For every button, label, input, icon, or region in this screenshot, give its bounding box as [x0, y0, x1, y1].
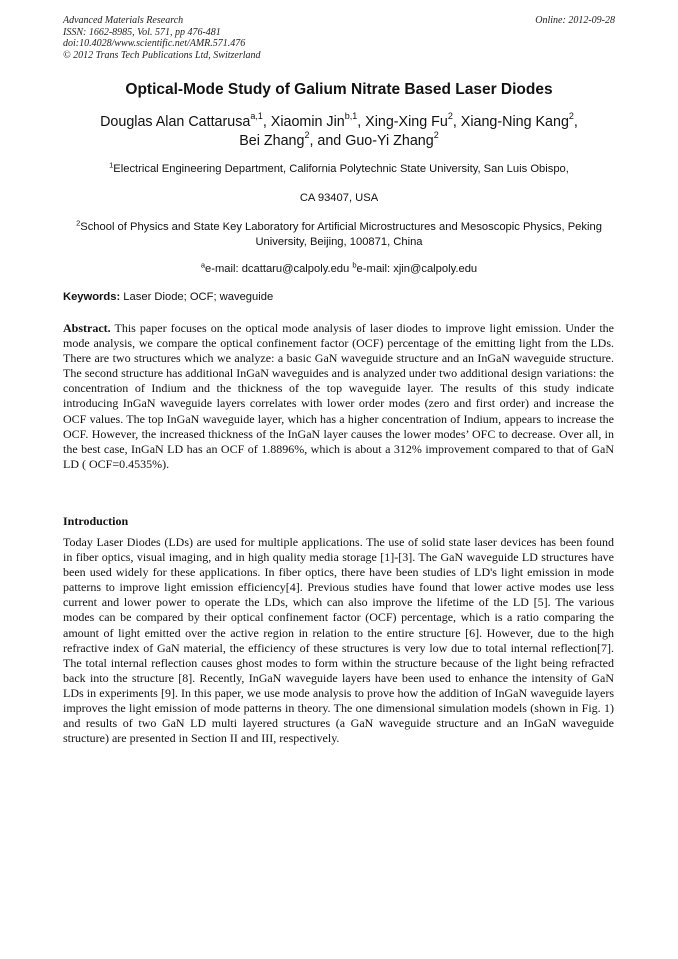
author-list — [40, 113, 638, 151]
author-separator: , — [357, 114, 366, 130]
abstract-text: This paper focuses on the optical mode analysis of laser diodes to improve light emission. Under the mode analysis, we compare the optical confinement factor (OCF) percentage of the emitting light from the LDs. There are two structures which we analyze: a basic GaN waveguide structure and an InGaN waveguide structure. The second structure has additional InGaN waveguides and is analyzed under two additional design variations: the concentration of Indium and the thickness of the top waveguide layer. The results of this study indicate introducing InGaN waveguide layers correlates with lower order modes (zero and first order) and increase the OCF values. The top InGaN waveguide layer, which has a higher concentration of Indium, appears to increase the OCF. However, the increased thickness of the InGaN layer causes the lower modes’ OFC to decrease. Over all, in the best case, InGaN LD has an OCF of 1.8896%, which is about a 312% improvement compared to that of GaN LD ( OCF=0.4535%). — [63, 321, 614, 471]
author-affiliation-mark: 2 — [304, 130, 310, 141]
journal-header — [63, 15, 615, 61]
author-name: Guo-Yi Zhang — [345, 133, 434, 149]
affiliation-mark: 1 — [109, 160, 114, 170]
email-a: e-mail: dcattaru@calpoly.edu — [205, 263, 353, 275]
author-separator: , — [262, 114, 271, 130]
email-mark: b — [352, 260, 357, 270]
author-name: Bei Zhang — [239, 133, 305, 149]
author-name: Xiang-Ning Kang — [460, 114, 569, 130]
section-heading-introduction: Introduction — [63, 514, 129, 528]
affiliation-text: School of Physics and State Key Laboratory for Artificial Microstructures and Mesoscopic Physics, Peking University, Beijing, 100871, China — [80, 221, 602, 248]
author-separator: , — [452, 114, 461, 130]
abstract-label: Abstract. — [63, 321, 111, 335]
paper-title: Optical-Mode Study of Galium Nitrate Based Laser Diodes — [125, 81, 553, 98]
keywords — [63, 290, 615, 305]
affiliation-2 — [50, 220, 628, 250]
journal-name: Advanced Materials Research — [63, 15, 184, 26]
affiliation-1-address: CA 93407, USA — [299, 192, 379, 204]
affiliation-1 — [50, 162, 628, 177]
author-name: Xiaomin Jin — [270, 114, 345, 130]
online-date: Online: 2012-09-28 — [535, 15, 615, 26]
journal-doi: doi:10.4028/www.scientific.net/AMR.571.476 — [63, 38, 246, 49]
journal-issn: ISSN: 1662-8985, Vol. 571, pp 476-481 — [63, 26, 221, 38]
author-affiliation-mark: 2 — [433, 130, 439, 141]
introduction-text: Today Laser Diodes (LDs) are used for multiple applications. The use of solid state laser devices has been found in fiber optics, visual imaging, and in high quality media storage [1]-[3]. The GaN waveguide LD structures have been used widely for these applications. In fiber optics, there have been studies of LD's light emission in mode patterns to improve light emission efficiency[4]. Previous studies have found that lower active modes use less current and lower power to operate the LDs, which can also improve the lifetime of the LD [5]. The various modes can be compared by their optical confinement factor (OCF) percentage, which is a ratio comparing the amount of light emitted over the active region in relation to the entire structure [6]. However, due to the high refractive index of GaN material, the efficiency of these structures is very low due to total internal reflection[7]. The total internal reflection causes ghost modes to form within the structure because of the light being refracted back into the structure [8]. Recently, InGaN waveguide layers have been used to enhance the intensity of GaN LDs in experiments [9]. In this paper, we use mode analysis to prove how the addition of InGaN waveguide layers improves the light emission of mode patterns in theory. The one dimensional simulation models (shown in Fig. 1) and results of two GaN LD multi layered structures (a GaN waveguide structure and an InGaN waveguide structure) are presented in Section II and III, respectively. — [63, 535, 614, 746]
author-name: Xing-Xing Fu — [365, 114, 448, 130]
affiliation-mark: 2 — [76, 218, 81, 228]
keywords-text: Laser Diode; OCF; waveguide — [120, 291, 274, 303]
author-name: Douglas Alan Cattarusa — [100, 114, 251, 130]
email-mark: a — [200, 260, 206, 270]
keywords-label: Keywords: — [63, 291, 121, 303]
abstract — [63, 321, 614, 472]
author-affiliation-mark: 2 — [568, 111, 574, 122]
author-affiliation-mark: b,1 — [344, 111, 358, 122]
author-emails — [50, 262, 628, 277]
journal-copyright: © 2012 Trans Tech Publications Ltd, Switzerland — [63, 49, 261, 61]
author-separator: , — [573, 114, 578, 130]
email-b: e-mail: xjin@calpoly.edu — [356, 263, 478, 275]
affiliation-text: Electrical Engineering Department, California Polytechnic State University, San Luis Obispo, — [113, 163, 569, 175]
author-separator: , and — [309, 133, 346, 149]
author-affiliation-mark: a,1 — [250, 111, 263, 122]
author-affiliation-mark: 2 — [447, 111, 453, 122]
